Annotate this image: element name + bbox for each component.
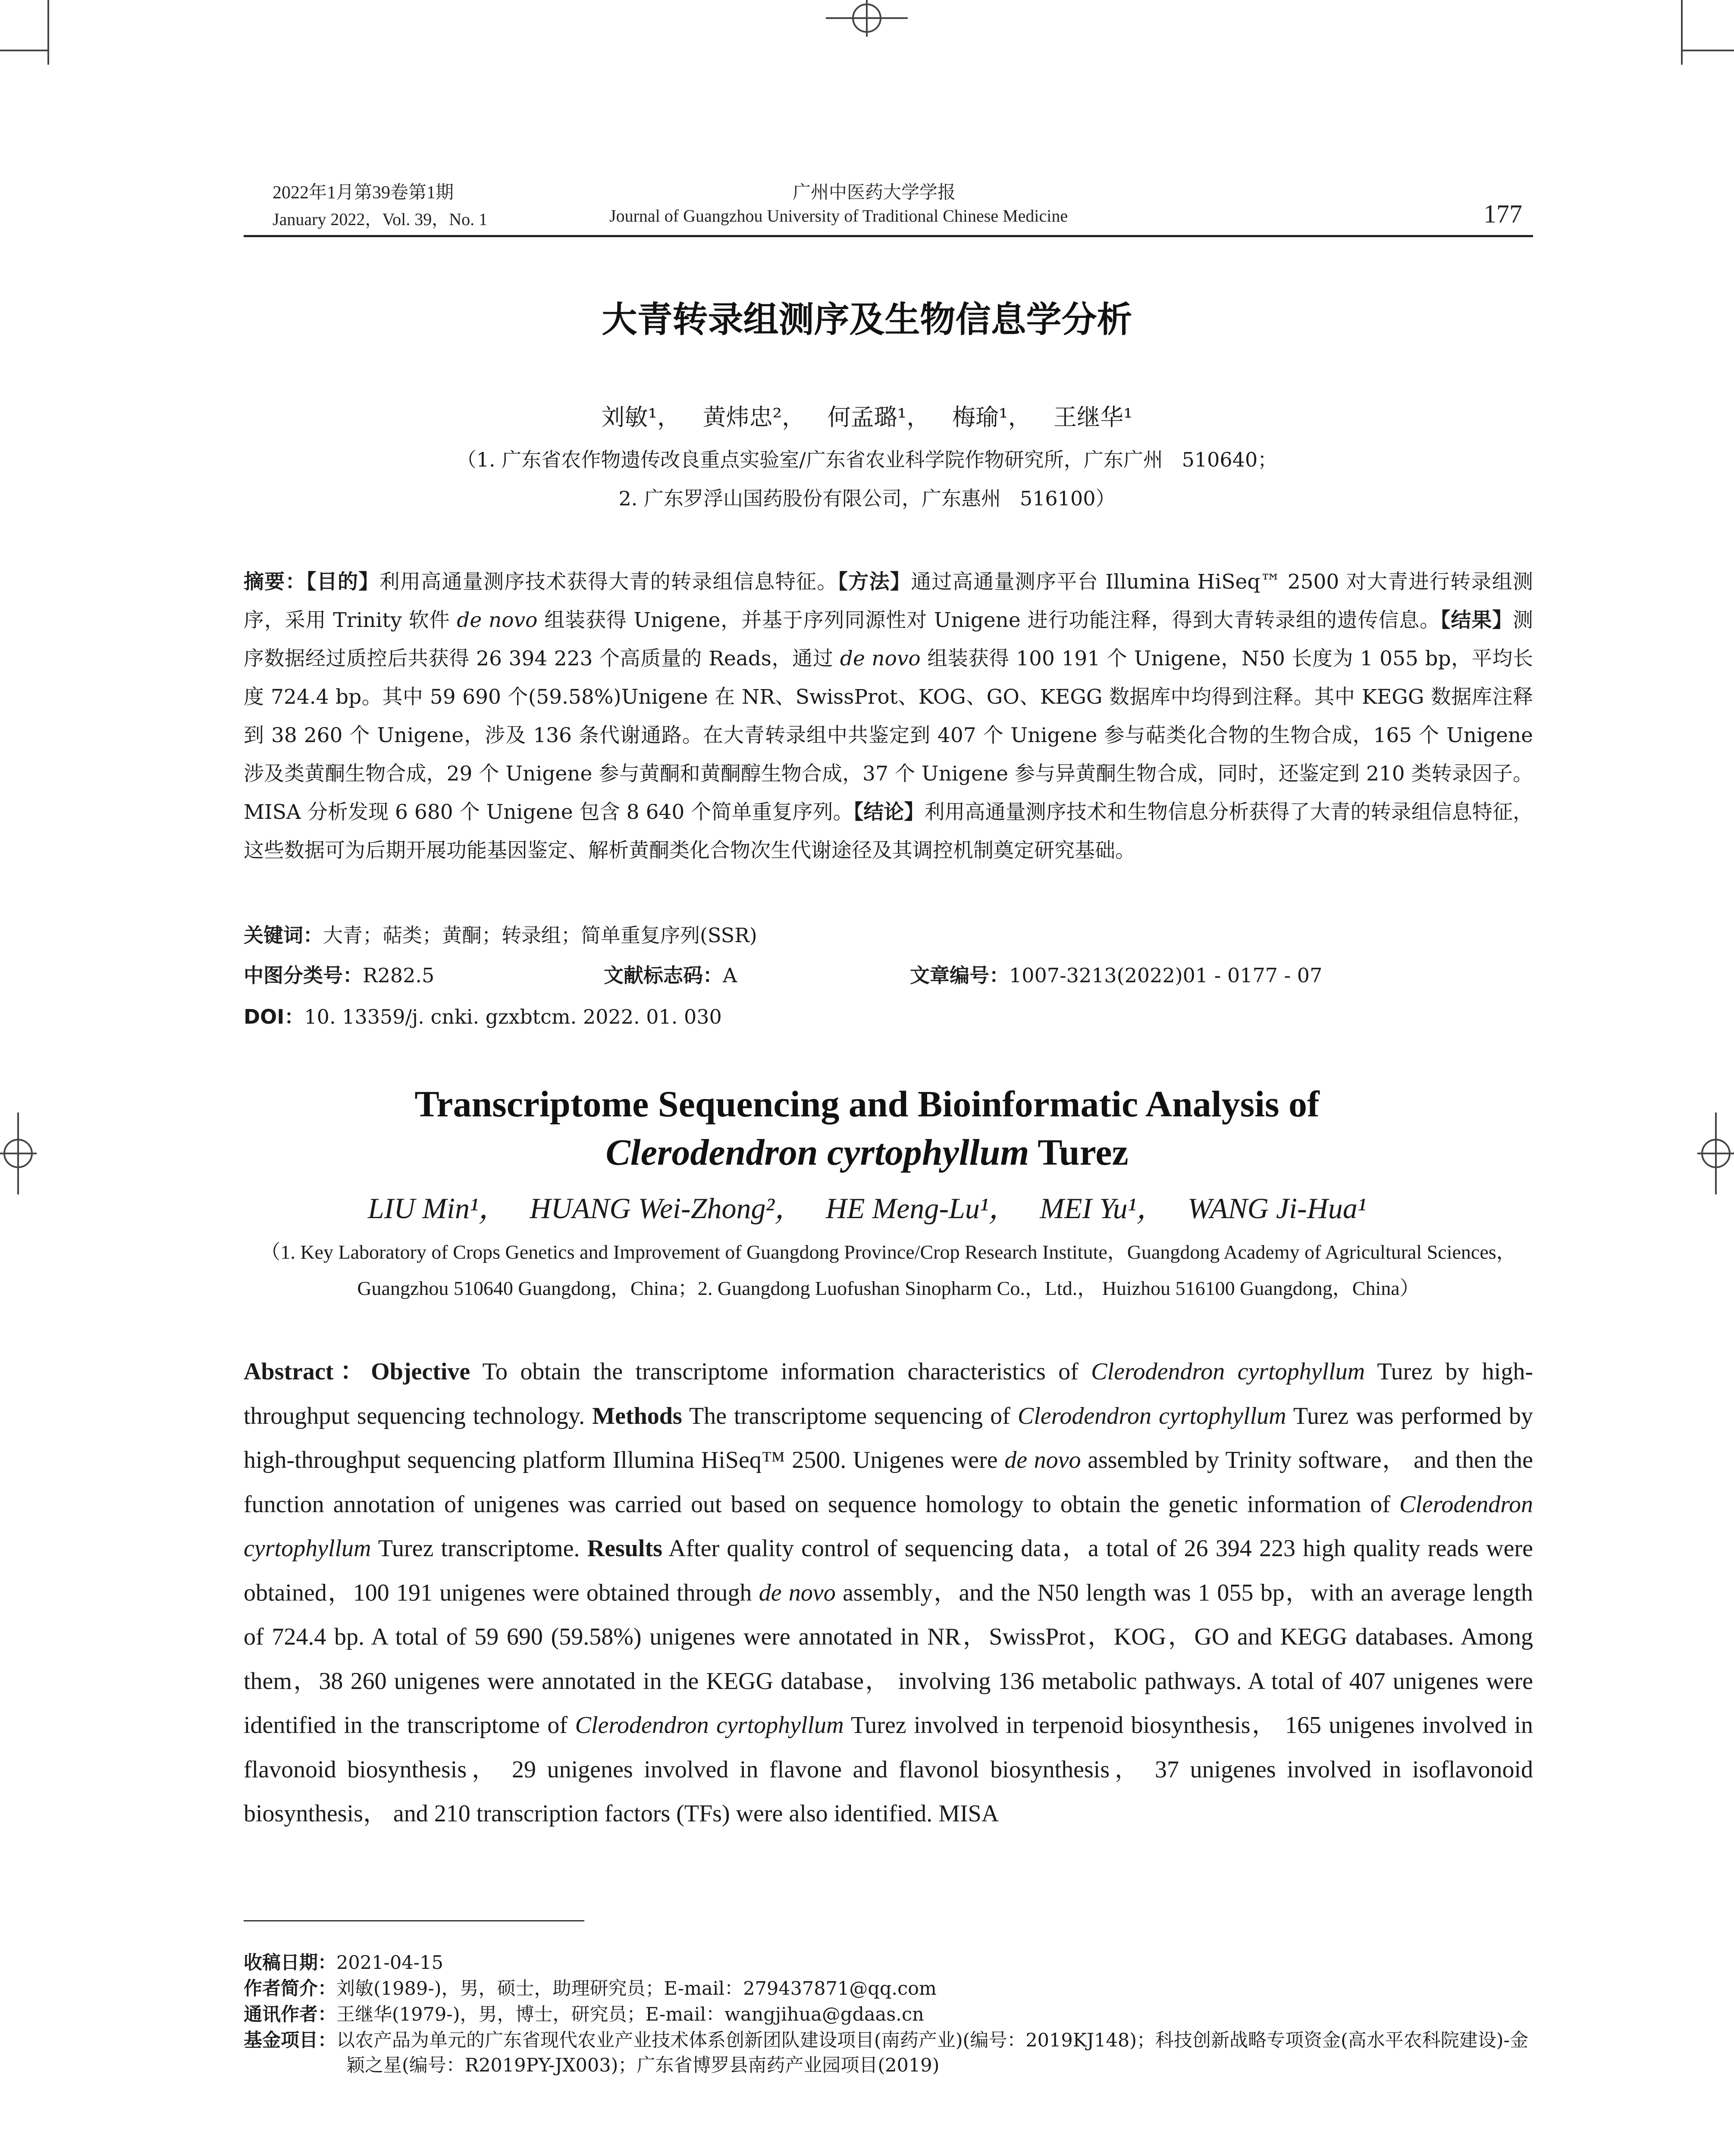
keywords	[244, 920, 757, 948]
objective-en-label: Objective	[371, 1358, 470, 1385]
conclusion-label: 【结论】	[853, 800, 925, 824]
abstract-en-text: assembly，and the N50 length was 1 055 bp，with an average length of 724.4 bp. A total of 59 690 (59.58%) unigenes were annotated in NR，SwissProt，KOG，GO and KEGG databases. Among them，38 260 unigenes were annotated in the KEGG database， involving 136 metabolic pathways. A total of 407 unigenes were identified in the transcriptome of	[244, 1579, 1533, 1739]
author-bio-label: 作者简介：	[244, 1978, 336, 1999]
footnote-rule	[244, 1920, 584, 1921]
document-code	[604, 960, 737, 988]
results-text: 测序数据经过质控后共获得 26 394 223 个高质量的 Reads，通过	[244, 608, 1533, 671]
title-cn: 大青转录组测序及生物信息学分析	[602, 299, 1132, 340]
abstract-en	[244, 1350, 1533, 1836]
received-label: 收稿日期：	[244, 1952, 336, 1974]
methods-italic: de novo	[457, 608, 538, 632]
de-novo-italic: de novo	[759, 1579, 836, 1606]
affiliation-cn-line2: 2. 广东罗浮山国药股份有限公司，广东惠州 516100）	[618, 487, 1116, 510]
affiliation-en: （1. Key Laboratory of Crops Genetics and Improvement of Guangdong Province/Crop Research Institute，Guangdong Academy of Agricultural Sciences，Guangzhou 510640 Guangdong，China；2. Guangdong Luofushan Sinopharm Co.，Ltd.， Huizhou 516100 Guangdong，China）	[260, 1241, 1516, 1299]
article-number	[910, 960, 1322, 988]
registration-mark-icon	[826, 0, 908, 39]
results-en-label: Results	[587, 1535, 662, 1562]
abstract-en-label: Abstract：	[244, 1358, 371, 1385]
methods-text: 通过高通量测序平台 Illumina HiSeq™ 2500 对大青进行转录组测序，采用 Trinity 软件	[244, 570, 1533, 632]
de-novo-italic: de novo	[1004, 1447, 1081, 1473]
corresponding-author: 王继华(1979-)，男，博士，研究员；E-mail：wangjihua@gdaas.cn	[336, 2004, 924, 2025]
conclusion-text: 利用高通量测序技术和生物信息分析获得了大青的转录组信息特征，这些数据可为后期开展功能基因鉴定、解析黄酮类化合物次生代谢途径及其调控机制奠定研究基础。	[244, 800, 1533, 862]
footnote-author	[244, 1976, 1533, 2001]
title-en-line1: Transcriptome Sequencing and Bioinformatic Analysis of	[414, 1083, 1320, 1125]
clc-label: 中图分类号：	[244, 964, 363, 987]
doi	[244, 1001, 722, 1030]
crop-mark	[47, 0, 49, 65]
clc-value: R282.5	[363, 964, 435, 987]
footnote-corresponding	[244, 2002, 1533, 2027]
received-date: 2021-04-15	[336, 1952, 443, 1974]
abstract-en-text: Turez involved in terpenoid biosynthesis， 165 unigenes involved in flavonoid biosynthesis， 29 unigenes involved in flavone and flavonol biosynthesis， 37 unigenes involved in isoflavonoid biosynthesis， and 210 transcription factors (TFs) were also identified. MISA	[244, 1712, 1533, 1827]
keywords-text: 大青；萜类；黄酮；转录组；简单重复序列(SSR)	[323, 924, 757, 947]
footnote-received	[244, 1950, 1533, 1975]
title-en-line2	[0, 1131, 1734, 1174]
authors-cn: 刘敏¹， 黄炜忠²， 何孟璐¹， 梅瑜¹， 王继华¹	[601, 404, 1133, 431]
footnote-funding	[244, 2028, 1533, 2078]
header-journal-cn: 广州中医药大学学报	[793, 183, 956, 203]
abstract-en-text: The transcriptome sequencing of	[682, 1402, 1018, 1429]
abstract-cn	[244, 563, 1533, 870]
objective-label: 【目的】	[306, 570, 379, 594]
author-bio: 刘敏(1989-)，男，硕士，助理研究员；E-mail：279437871@qq.com	[336, 1978, 937, 1999]
document-code-value: A	[723, 964, 737, 987]
clc-number	[244, 960, 434, 988]
abstract-en-text: To obtain the transcriptome information characteristics of	[470, 1358, 1091, 1385]
crop-mark	[0, 50, 47, 51]
header-journal-en: Journal of Guangzhou University of Traditional Chinese Medicine	[609, 206, 1068, 226]
header-issue-en: January 2022，Vol. 39，No. 1	[273, 210, 488, 229]
abstract-en-text: After quality control of sequencing data，a total of 26 394 223 high quality reads were obtained，100 191 unigenes were obtained through	[244, 1535, 1533, 1606]
funding-label: 基金项目：	[244, 2030, 336, 2051]
results-italic: de novo	[840, 647, 921, 671]
species-italic: Clerodendron cyrtophyllum	[1091, 1358, 1365, 1385]
abstract-en-text: Turez by high-throughput sequencing technology.	[244, 1358, 1533, 1429]
abstract-en-text: Turez was performed by high-throughput sequencing platform Illumina HiSeq™ 2500. Unigenes were	[244, 1402, 1533, 1473]
abstract-en-text: assembled by Trinity software， and then the function annotation of unigenes was carried out based on sequence homology to obtain the genetic information of	[244, 1447, 1533, 1518]
article-number-label: 文章编号：	[910, 964, 1009, 987]
page-number: 177	[1483, 200, 1522, 228]
methods-text: 组装获得 Unigene，并基于序列同源性对 Unigene 进行功能注释，得到大青转录组的遗传信息。	[537, 608, 1440, 632]
title-en-suffix: Turez	[1029, 1131, 1129, 1173]
header-issue-cn: 2022年1月第39卷第1期	[273, 183, 454, 203]
authors-en: LIU Min¹， HUANG Wei-Zhong²， HE Meng-Lu¹， MEI Yu¹， WANG Ji-Hua¹	[367, 1192, 1367, 1225]
results-text: 组装获得 100 191 个 Unigene，N50 长度为 1 055 bp，平均长度 724.4 bp。其中 59 690 个(59.58%)Unigene 在 NR、SwissProt、KOG、GO、KEGG 数据库中均得到注释。其中 KEGG 数据库注释到 38 260 个 Unigene，涉及 136 条代谢通路。在大青转录组中共鉴定到 407 个 Unigene 参与萜类化合物的生物合成，165 个 Unigene 涉及类黄酮生物合成，29 个 Unigene 参与黄酮和黄酮醇生物合成，37 个 Unigene 参与异黄酮生物合成，同时，还鉴定到 210 类转录因子。MISA 分析发现 6 680 个 Unigene 包含 8 640 个简单重复序列。	[244, 647, 1533, 824]
objective-text: 利用高通量测序技术获得大青的转录组信息特征。	[379, 570, 838, 594]
doi-value: 10. 13359/j. cnki. gzxbtcm. 2022. 01. 030	[304, 1005, 722, 1028]
doi-label: DOI：	[244, 1005, 304, 1028]
species-italic: Clerodendron cyrtophyllum	[244, 1491, 1533, 1562]
crop-mark	[1683, 50, 1734, 51]
corresponding-label: 通讯作者：	[244, 2004, 336, 2025]
methods-en-label: Methods	[592, 1402, 682, 1429]
header-rule	[244, 235, 1533, 237]
keywords-label: 关键词：	[244, 924, 323, 947]
species-italic: Clerodendron cyrtophyllum	[575, 1712, 844, 1739]
crop-mark	[1681, 0, 1683, 65]
abstract-en-text: Turez transcriptome.	[371, 1535, 587, 1562]
methods-label: 【方法】	[837, 570, 911, 594]
abstract-cn-label: 摘要：	[244, 570, 306, 594]
species-name: Clerodendron cyrtophyllum	[605, 1131, 1029, 1173]
document-code-label: 文献标志码：	[604, 964, 723, 987]
species-italic: Clerodendron cyrtophyllum	[1017, 1402, 1286, 1429]
funding-text: 以农产品为单元的广东省现代农业产业技术体系创新团队建设项目(南药产业)(编号：2019KJ148)；科技创新战略专项资金(高水平农科院建设)-金颖之星(编号：R2019PY-JX003)；广东省博罗县南药产业园项目(2019)	[336, 2030, 1529, 2076]
affiliation-cn-line1: （1. 广东省农作物遗传改良重点实验室/广东省农业科学院作物研究所，广东广州 510640；	[456, 448, 1278, 471]
article-number-value: 1007-3213(2022)01 - 0177 - 07	[1009, 964, 1323, 987]
results-label: 【结果】	[1440, 608, 1513, 632]
